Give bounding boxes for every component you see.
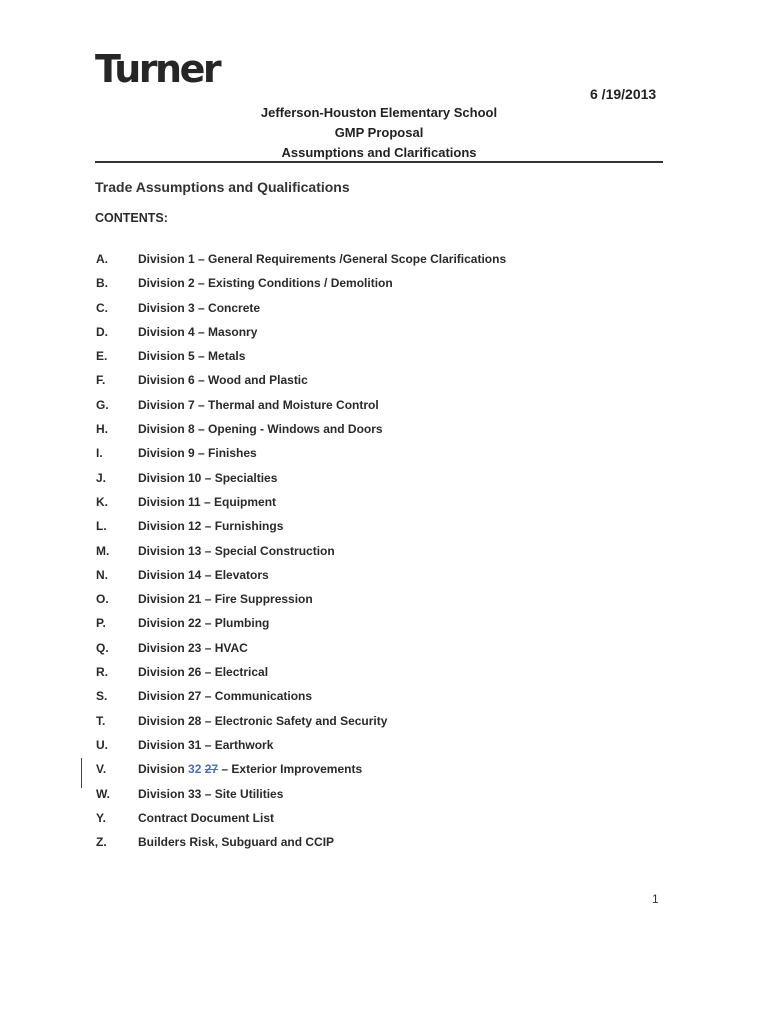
- toc-text: Division 11 – Equipment: [138, 494, 277, 509]
- toc-text: Division 2 – Existing Conditions / Demolition: [138, 276, 393, 291]
- toc-text: Builders Risk, Subguard and CCIP: [138, 835, 335, 850]
- section-title: Trade Assumptions and Qualifications: [95, 179, 350, 195]
- toc-letter: Q.: [96, 640, 109, 655]
- toc-text: Division 6 – Wood and Plastic: [138, 373, 308, 388]
- struck-division-number: 27: [204, 762, 219, 777]
- toc-letter: G.: [96, 397, 109, 412]
- toc-item-s: [0, 689, 768, 713]
- toc-text: Division 26 – Electrical: [138, 665, 269, 680]
- toc-item-v: [0, 762, 768, 786]
- toc-text: Division 21 – Fire Suppression: [138, 592, 313, 607]
- proposal-type: GMP Proposal: [334, 125, 424, 140]
- toc-letter: F.: [96, 373, 106, 388]
- toc-text: Division 28 – Electronic Safety and Security: [138, 713, 388, 728]
- toc-item-f: [0, 373, 768, 397]
- toc-item-g: [0, 398, 768, 422]
- toc-item-z: [0, 835, 768, 859]
- toc-letter: Y.: [96, 810, 107, 825]
- revised-division-number: 32: [188, 762, 202, 777]
- toc-text: Division 7 – Thermal and Moisture Control: [138, 397, 379, 412]
- document-subtitle: Assumptions and Clarifications: [281, 145, 477, 160]
- toc-letter: I.: [96, 446, 103, 461]
- toc-item-k: [0, 495, 768, 519]
- toc-text: Division 22 – Plumbing: [138, 616, 270, 631]
- toc-text: Division 10 – Specialties: [138, 470, 278, 485]
- toc-text: Division 31 – Earthwork: [138, 737, 274, 752]
- document-header: [0, 103, 758, 163]
- toc-letter: H.: [96, 422, 108, 437]
- toc-item-o: [0, 592, 768, 616]
- table-of-contents: [0, 252, 768, 859]
- toc-item-q: [0, 641, 768, 665]
- toc-letter: K.: [96, 494, 108, 509]
- toc-letter: D.: [96, 324, 108, 339]
- toc-item-j: [0, 471, 768, 495]
- turner-logo: Turner: [95, 47, 220, 91]
- page-number: 1: [652, 892, 659, 906]
- toc-letter: W.: [96, 786, 110, 801]
- toc-text-prefix: Division: [138, 762, 189, 777]
- toc-text: Contract Document List: [138, 810, 275, 825]
- toc-text: Division 5 – Metals: [138, 349, 246, 364]
- toc-text: Division 3 – Concrete: [138, 300, 261, 315]
- toc-item-i: [0, 446, 768, 470]
- toc-letter: V.: [96, 762, 107, 777]
- toc-letter: E.: [96, 349, 108, 364]
- toc-item-l: [0, 519, 768, 543]
- project-name: Jefferson-Houston Elementary School: [260, 105, 498, 120]
- toc-item-e: [0, 349, 768, 373]
- toc-text: Division 27 – Communications: [138, 689, 313, 704]
- revision-change-bar: [81, 758, 82, 788]
- toc-text: Division 23 – HVAC: [138, 640, 248, 655]
- toc-letter: R.: [96, 665, 108, 680]
- toc-letter: U.: [96, 737, 108, 752]
- toc-letter: B.: [96, 276, 108, 291]
- toc-text: Division 12 – Furnishings: [138, 519, 284, 534]
- toc-text-revised: [138, 762, 362, 776]
- toc-text: Division 1 – General Requirements /General Scope Clarifications: [138, 252, 507, 266]
- toc-item-h: [0, 422, 768, 446]
- toc-item-m: [0, 544, 768, 568]
- toc-item-a: [0, 252, 768, 276]
- toc-letter: L.: [96, 519, 107, 534]
- toc-item-c: [0, 301, 768, 325]
- toc-item-r: [0, 665, 768, 689]
- toc-letter: M.: [96, 543, 110, 558]
- document-date: 6 /19/2013: [590, 86, 657, 102]
- toc-letter: S.: [96, 689, 108, 704]
- toc-item-p: [0, 616, 768, 640]
- toc-letter: J.: [96, 470, 107, 485]
- contents-heading: CONTENTS:: [95, 211, 168, 225]
- header-divider: [95, 161, 663, 163]
- toc-letter: T.: [96, 713, 106, 728]
- toc-text: Division 33 – Site Utilities: [138, 786, 284, 801]
- toc-letter: Z.: [96, 835, 107, 850]
- toc-text: Division 13 – Special Construction: [138, 543, 335, 558]
- toc-text-suffix: – Exterior Improvements: [218, 762, 363, 777]
- toc-letter: N.: [96, 567, 108, 582]
- toc-letter: A.: [96, 252, 108, 266]
- toc-letter: P.: [96, 616, 106, 631]
- toc-item-t: [0, 714, 768, 738]
- toc-item-n: [0, 568, 768, 592]
- toc-letter: O.: [96, 592, 109, 607]
- toc-text: Division 8 – Opening - Windows and Doors: [138, 422, 383, 437]
- toc-item-y: [0, 811, 768, 835]
- toc-text: Division 14 – Elevators: [138, 567, 269, 582]
- toc-text: Division 4 – Masonry: [138, 324, 258, 339]
- toc-item-d: [0, 325, 768, 349]
- toc-item-b: [0, 276, 768, 300]
- toc-item-w: [0, 787, 768, 811]
- toc-item-u: [0, 738, 768, 762]
- toc-text: Division 9 – Finishes: [138, 446, 257, 461]
- toc-letter: C.: [96, 300, 108, 315]
